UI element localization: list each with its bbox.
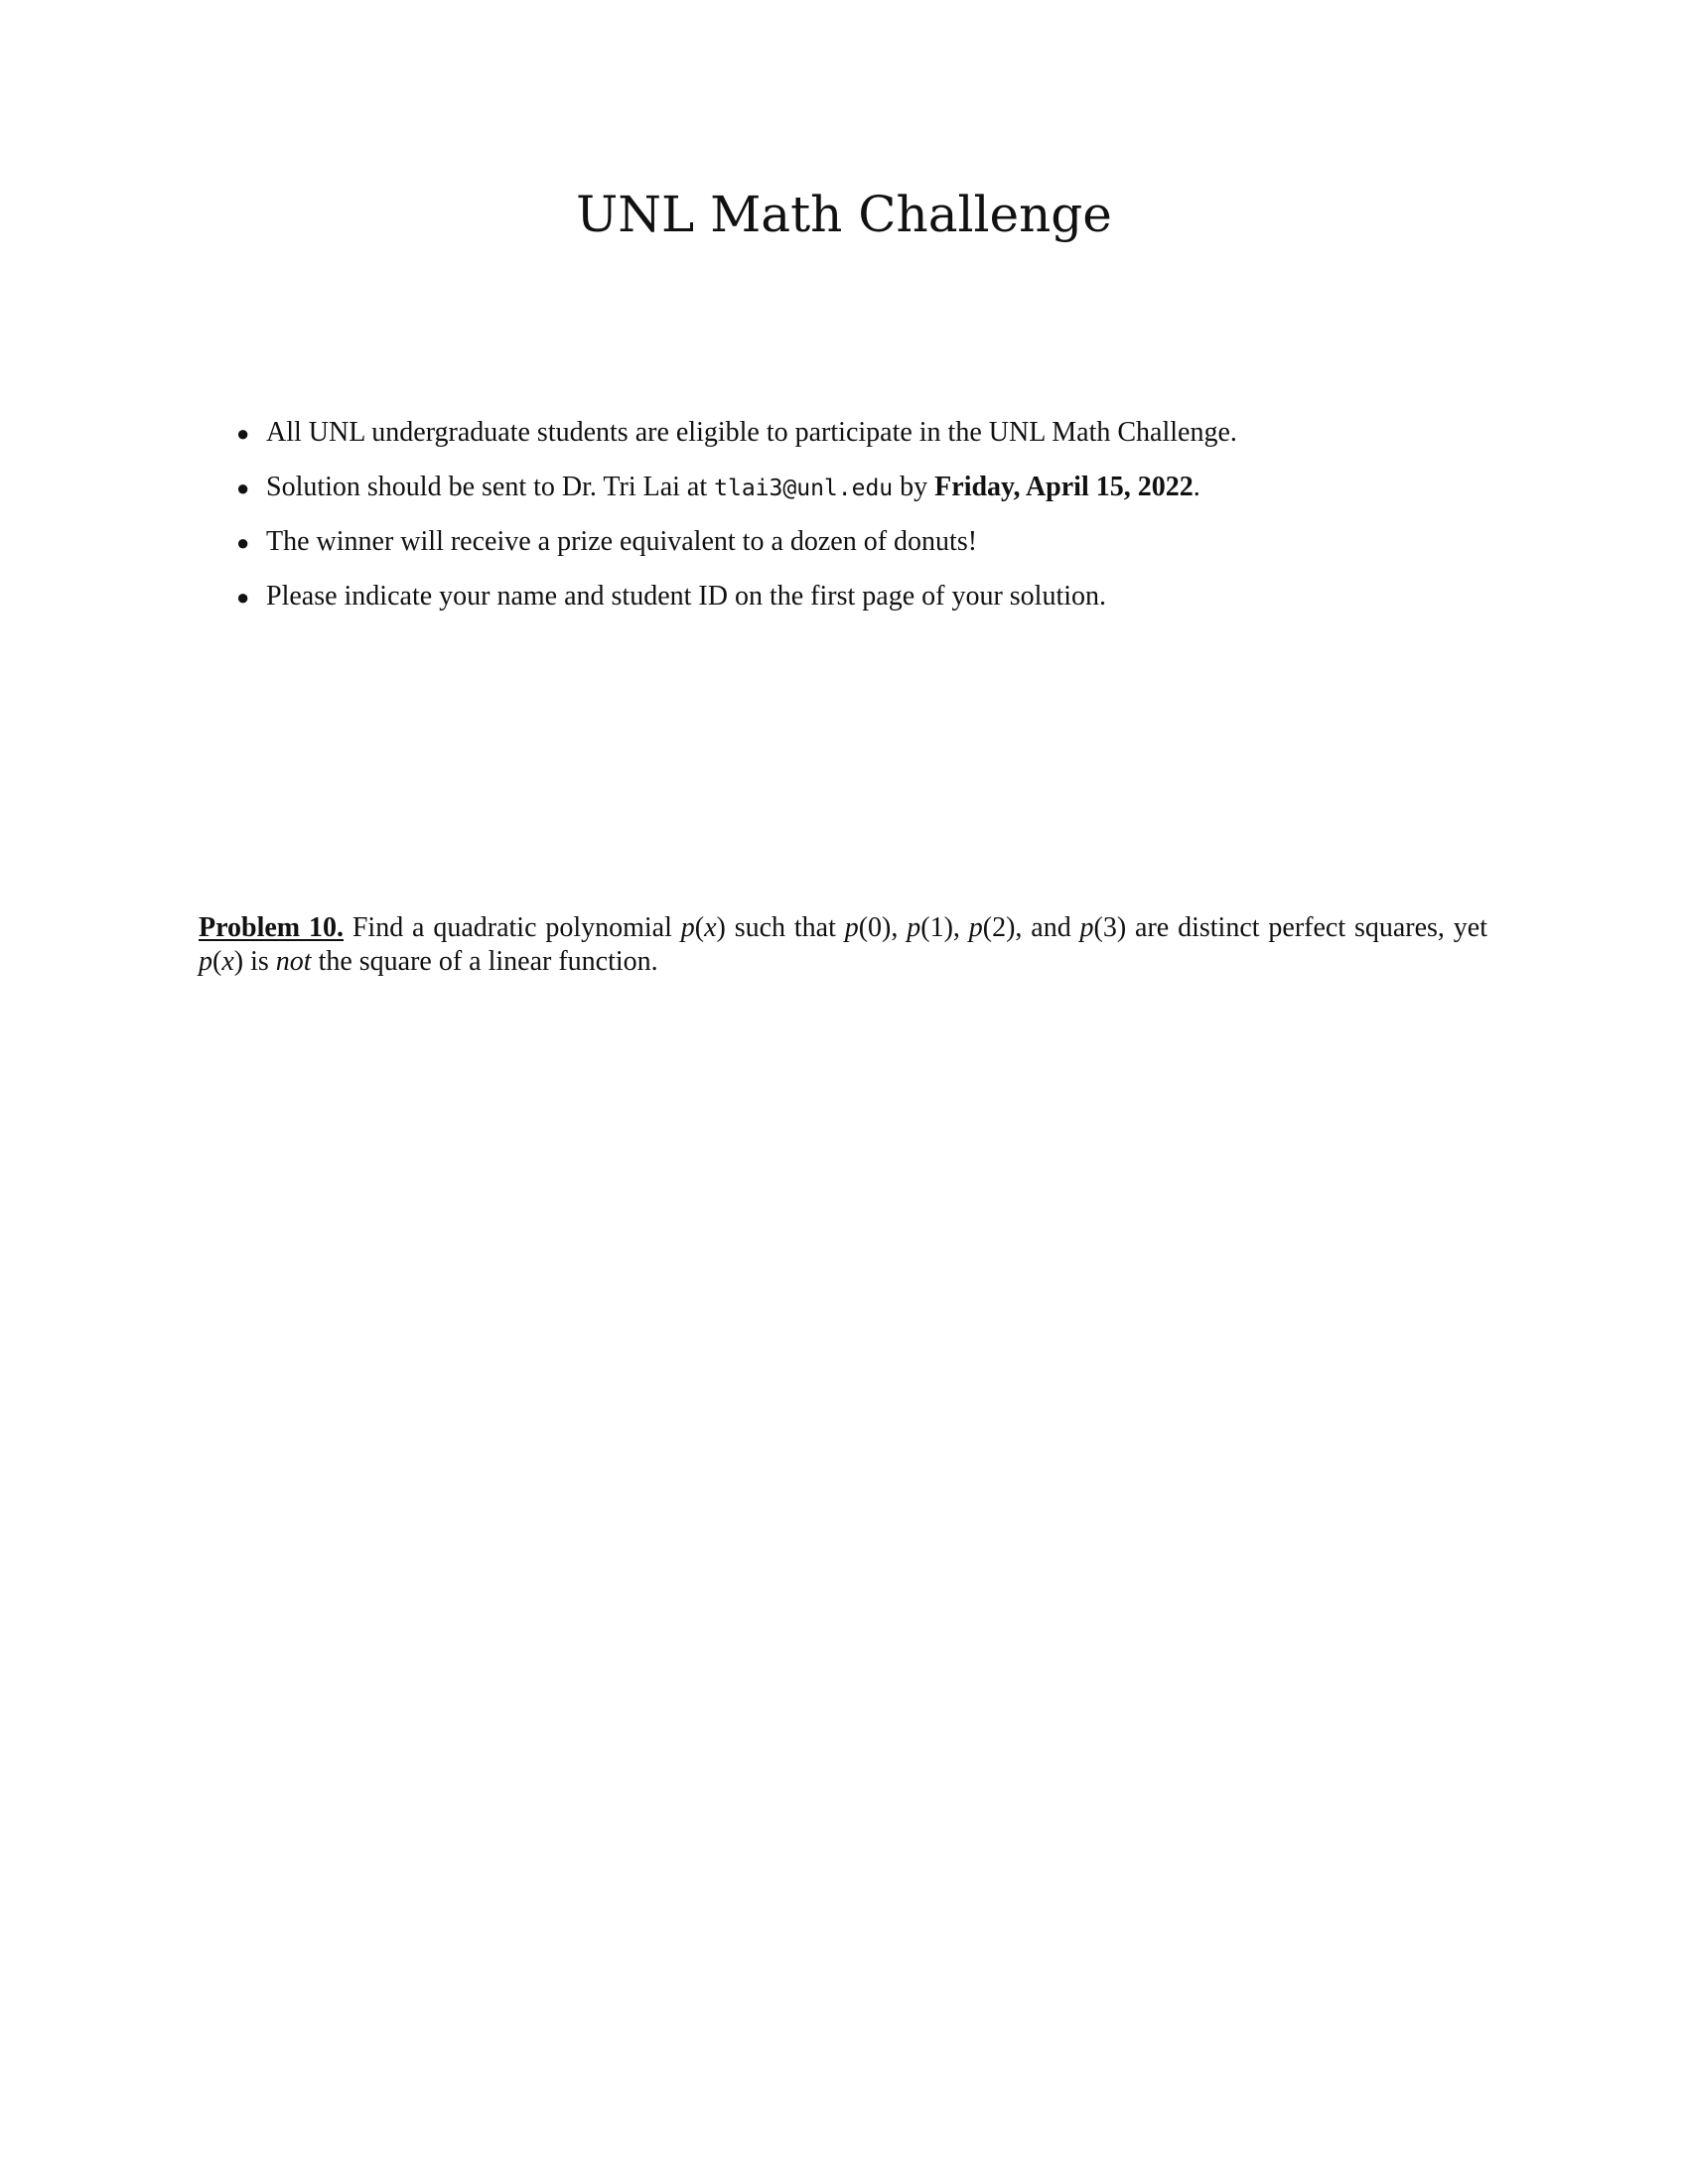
rule-text: Please indicate your name and student ID on the first page of your solution. <box>266 581 1107 612</box>
bullet-icon: ● <box>236 421 250 446</box>
rule-identification <box>232 579 1523 614</box>
math-expression: p(0) <box>844 912 892 943</box>
rule-submission <box>232 470 1523 504</box>
bullet-icon: ● <box>236 530 250 555</box>
rule-eligibility <box>232 415 1523 450</box>
page-title: UNL Math Challenge <box>576 186 1112 243</box>
contact-email: tlai3@unl.edu <box>714 476 894 501</box>
rule-text-middle: by <box>893 472 935 502</box>
math-expression: p(x) <box>680 912 726 943</box>
math-expression: p(2) <box>968 912 1016 943</box>
emphasis-not: not <box>275 946 312 977</box>
bullet-icon: ● <box>236 476 250 500</box>
problem-label: Problem 10. <box>199 912 344 943</box>
rule-text-prefix: Solution should be sent to Dr. Tri Lai at <box>266 472 715 502</box>
rule-text: The winner will receive a prize equivalent to a dozen of donuts! <box>266 526 978 557</box>
rule-text: All UNL undergraduate students are eligible to participate in the UNL Math Challenge. <box>266 417 1237 448</box>
rule-prize <box>232 524 1523 559</box>
deadline-date: Friday, April 15, 2022 <box>934 472 1194 502</box>
bullet-icon: ● <box>236 585 250 610</box>
math-expression: p(x) <box>199 946 244 977</box>
problem-statement: Problem 10. Find a quadratic polynomial p(x) such that p(0), p(1), p(2), and p(3) are distinct perfect squares, yet p(x) is not the square of a linear function. <box>199 912 1487 977</box>
rule-text-suffix: . <box>1193 472 1200 502</box>
math-expression: p(3) <box>1079 912 1127 943</box>
rules-list <box>232 415 1523 633</box>
math-expression: p(1) <box>907 912 953 943</box>
